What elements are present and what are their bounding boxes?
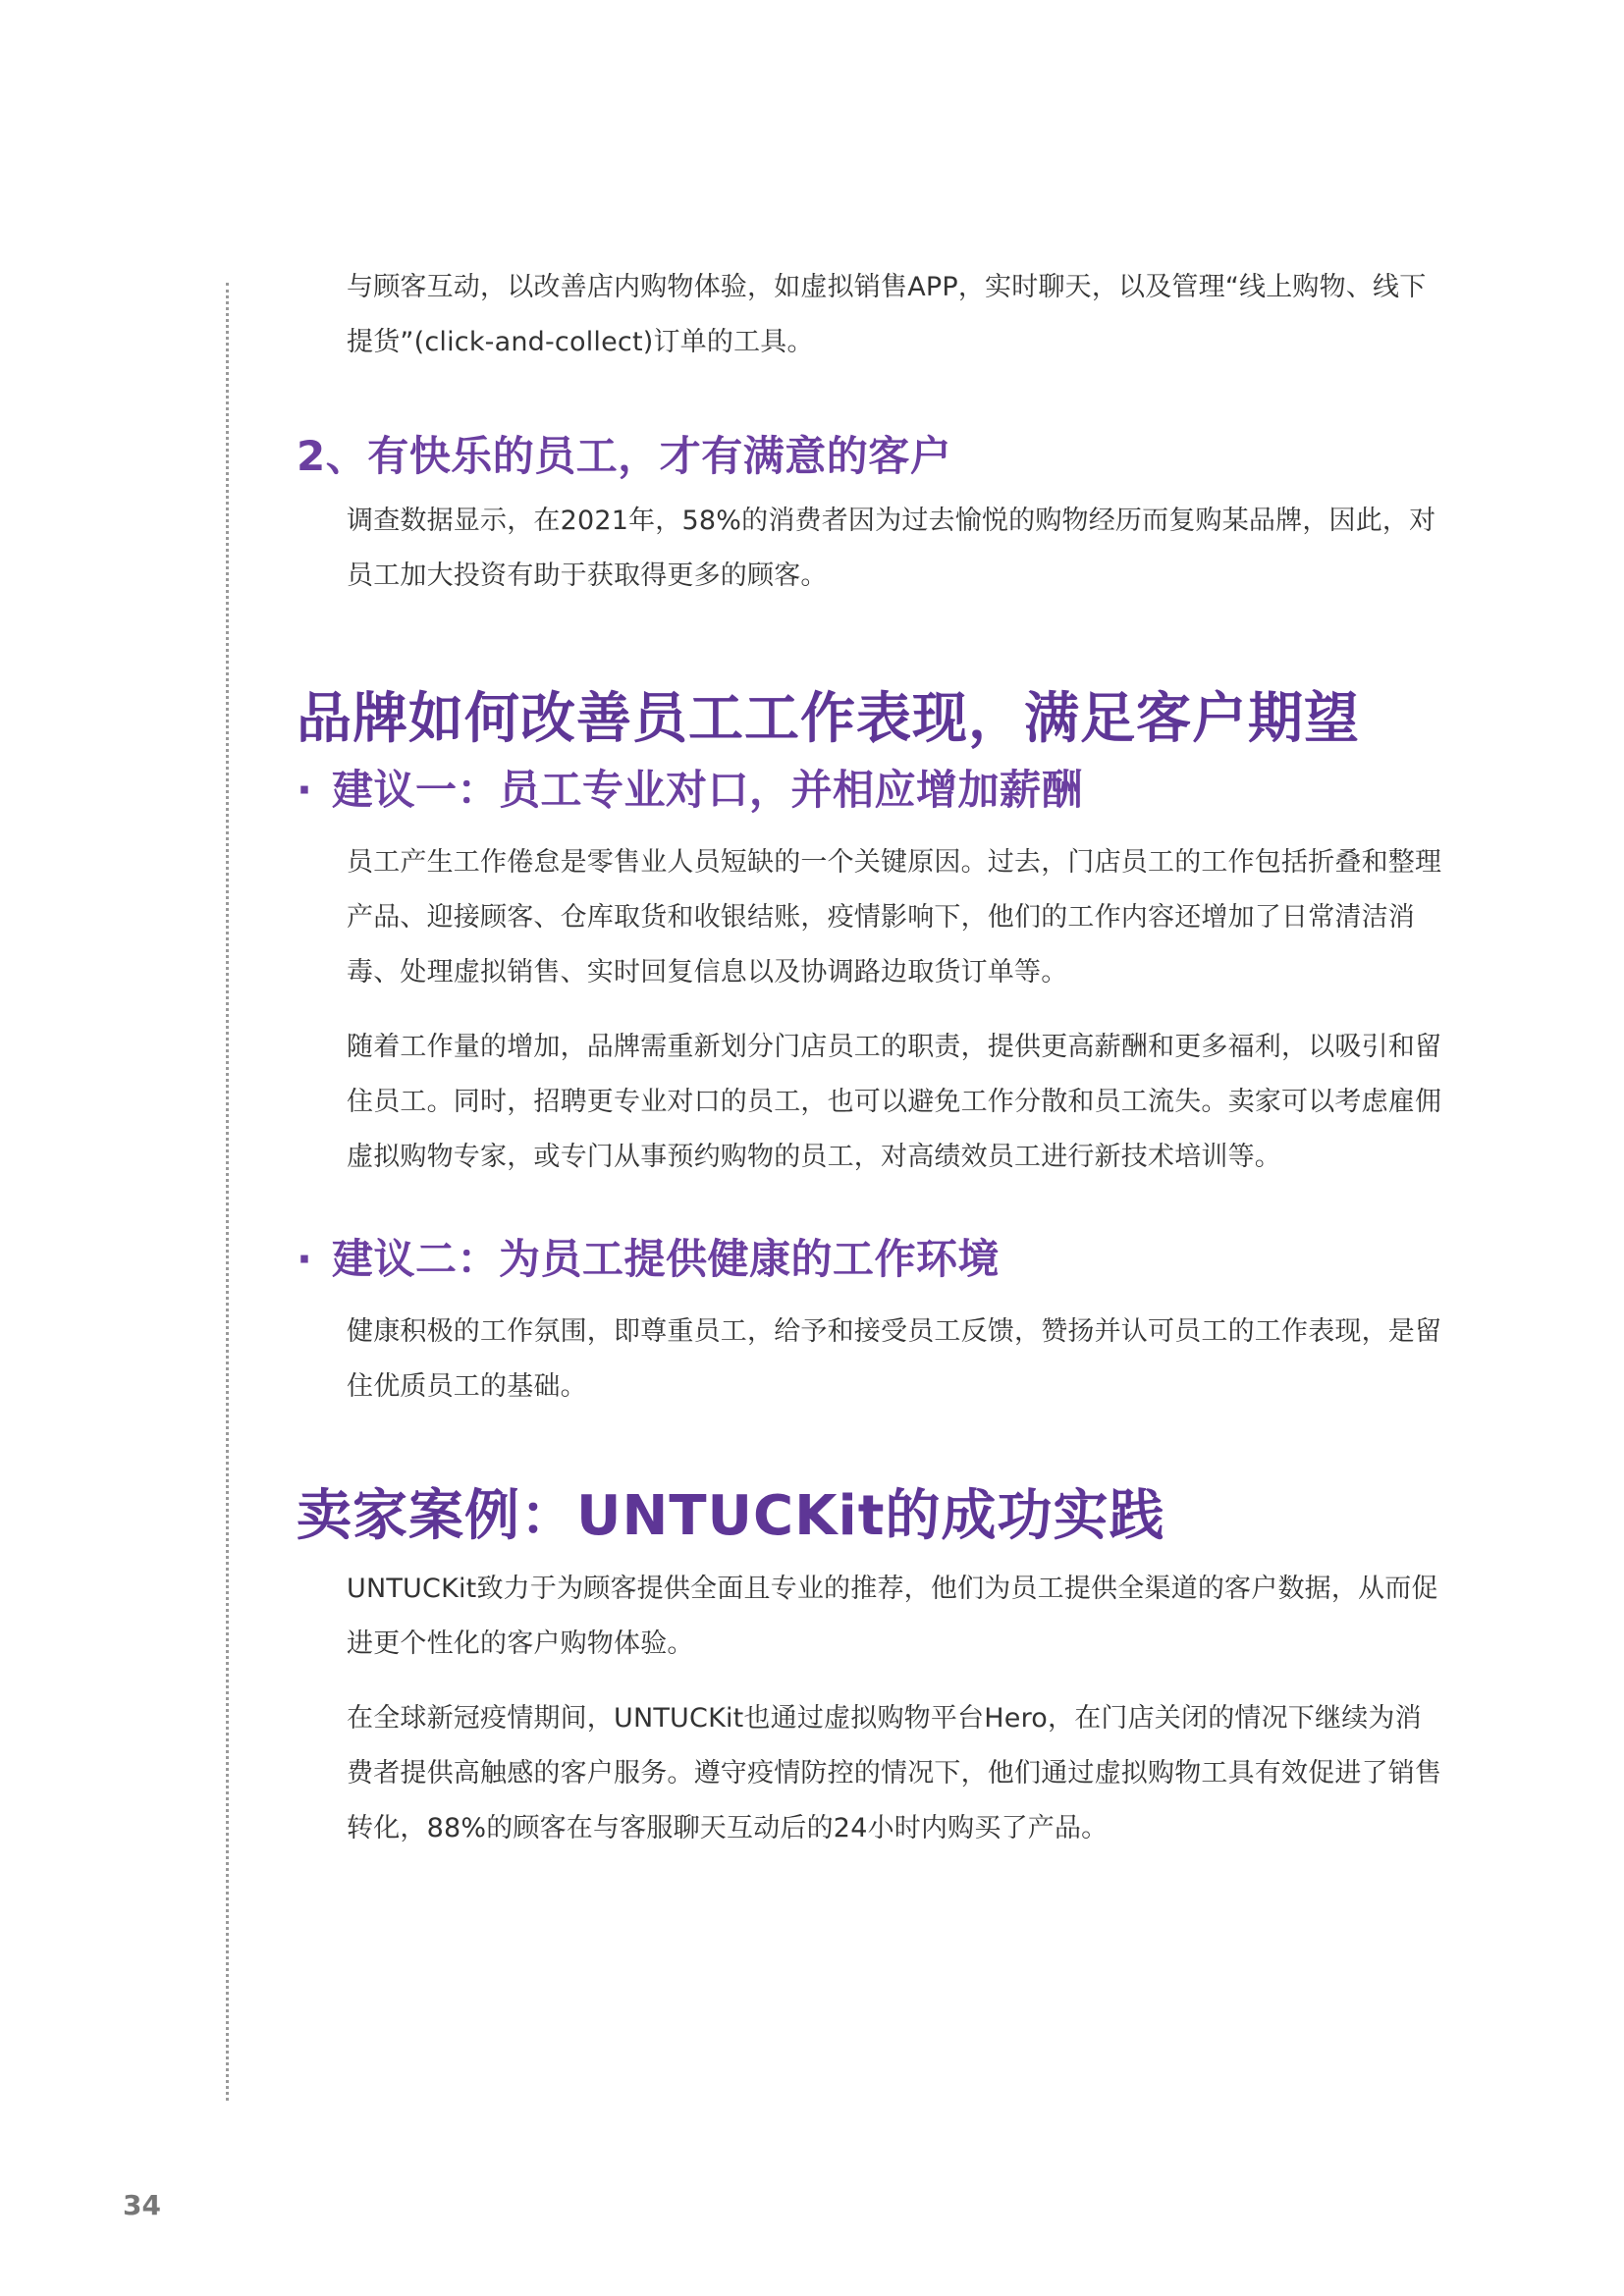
suggestion-1-heading-text: 建议一：员工专业对口，并相应增加薪酬 [332,766,1084,814]
suggestion-1-paragraph-1: 员工产生工作倦怠是零售业人员短缺的一个关键原因。过去，门店员工的工作包括折叠和整理产品、迎接顾客、仓库取货和收银结账，疫情影响下，他们的工作内容还增加了日常清洁消毒、处理虚拟销售、实时回复信息以及协调路边取货订单等。 [347,847,1442,988]
intro-paragraph: 与顾客互动，以改善店内购物体验，如虚拟销售APP，实时聊天，以及管理“线上购物、线下提货”(click-and-collect)订单的工具。 [347,272,1427,357]
page-content [297,260,1445,1856]
suggestion-1-heading [297,759,1445,822]
dotted-margin-rule [226,283,229,2101]
suggestion-2-paragraph: 健康积极的工作氛围，即尊重员工，给予和接受员工反馈，赞扬并认可员工的工作表现，是留住优质员工的基础。 [347,1316,1442,1402]
case-paragraph-2: 在全球新冠疫情期间，UNTUCKit也通过虚拟购物平台Hero，在门店关闭的情况下继续为消费者提供高触感的客户服务。遵守疫情防控的情况下，他们通过虚拟购物工具有效促进了销售转化，88%的顾客在与客服聊天互动后的24小时内购买了产品。 [347,1703,1442,1843]
suggestion-1-paragraph-2: 随着工作量的增加，品牌需重新划分门店员工的职责，提供更高薪酬和更多福利，以吸引和留住员工。同时，招聘更专业对口的员工，也可以避免工作分散和员工流失。卖家可以考虑雇佣虚拟购物专家，或专门从事预约购物的员工，对高绩效员工进行新技术培训等。 [347,1032,1442,1172]
happy-staff-paragraph: 调查数据显示，在2021年，58%的消费者因为过去愉悦的购物经历而复购某品牌，因此，对员工加大投资有助于获取得更多的顾客。 [347,506,1436,591]
suggestion-2-heading-text: 建议二：为员工提供健康的工作环境 [332,1235,1001,1283]
case-paragraph-1: UNTUCKit致力于为顾客提供全面且专业的推荐，他们为员工提供全渠道的客户数据，从而促进更个性化的客户购物体验。 [347,1574,1438,1659]
case-section-heading: 卖家案例：UNTUCKit的成功实践 [297,1484,1165,1548]
suggestion-2-heading [297,1228,1445,1291]
improve-section-heading: 品牌如何改善员工工作表现，满足客户期望 [297,687,1360,751]
happy-staff-heading: 2、有快乐的员工，才有满意的客户 [297,432,952,480]
bullet-dot: · [297,766,313,814]
bullet-dot: · [297,1235,313,1283]
page-number: 34 [123,2189,161,2221]
